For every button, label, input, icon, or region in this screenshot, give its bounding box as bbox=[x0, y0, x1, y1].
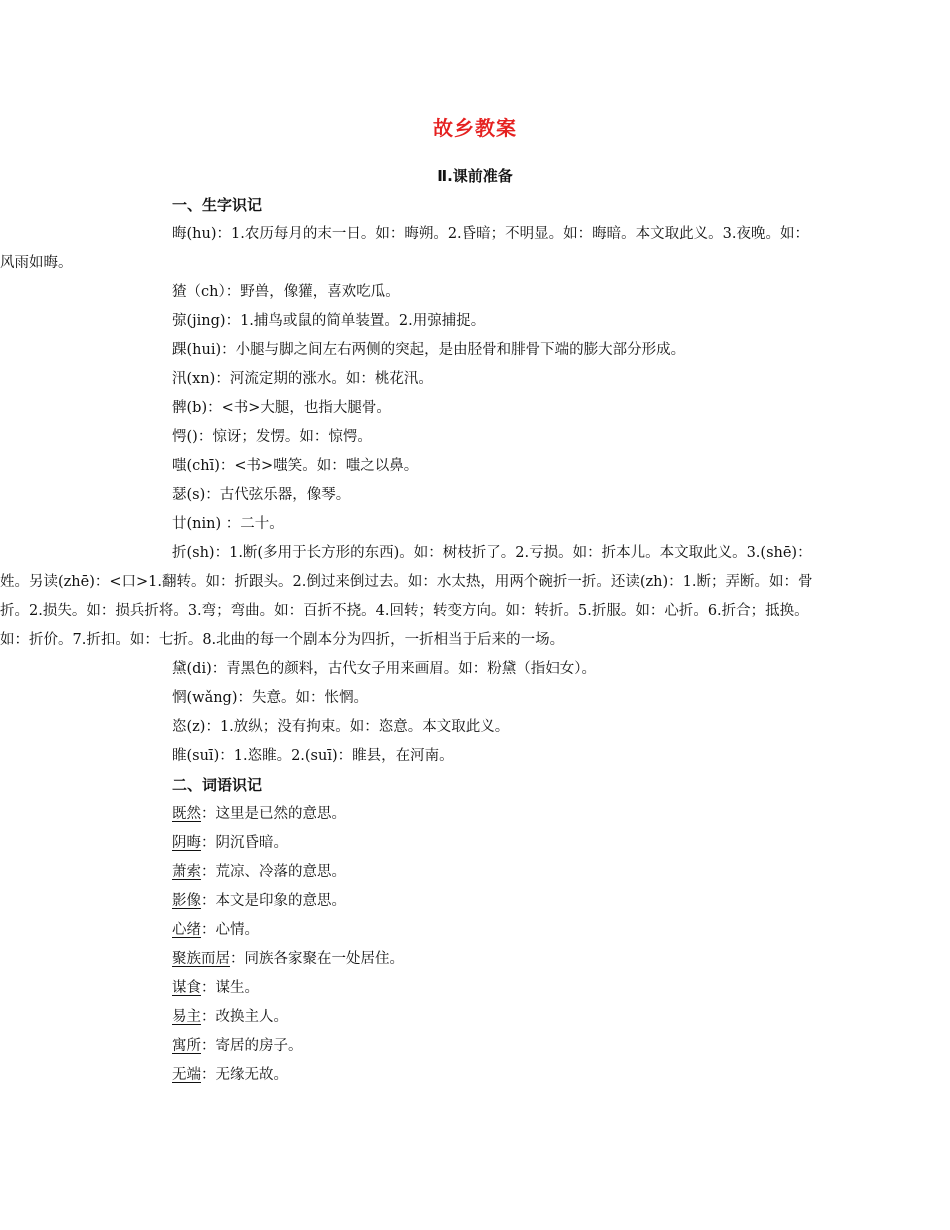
char-entry: 恣(z)：1.放纵；没有拘束。如：恣意。本文取此义。 bbox=[172, 719, 510, 735]
vocab-term: 谋食 bbox=[172, 980, 201, 996]
vocab-entry bbox=[172, 858, 822, 887]
vocab-definition: ：无缘无故。 bbox=[201, 1067, 288, 1083]
char-entry: 嗤(chī)：<书>嗤笑。如：嗤之以鼻。 bbox=[172, 458, 419, 474]
vocab-term: 寓所 bbox=[172, 1038, 201, 1054]
vocab-definition: ：同族各家聚在一处居住。 bbox=[230, 951, 404, 967]
vocab-definition: ：本文是印象的意思。 bbox=[201, 893, 346, 909]
vocab-entry bbox=[172, 945, 822, 974]
vocab-definition: ：这里是已然的意思。 bbox=[201, 806, 346, 822]
vocab-definition: ：心情。 bbox=[201, 922, 259, 938]
vocab-entry bbox=[172, 1061, 822, 1090]
vocab-entry bbox=[172, 887, 822, 916]
vocab-term: 阴晦 bbox=[172, 835, 201, 851]
vocab-entry bbox=[172, 1032, 822, 1061]
char-entry: 睢(suī)：1.恣睢。2.(suī)：睢县，在河南。 bbox=[172, 748, 454, 764]
section-heading-vocabulary: 二、词语识记 bbox=[172, 776, 263, 794]
vocab-term: 聚族而居 bbox=[172, 951, 230, 967]
char-entry: 折(sh)：1.断(多用于长方形的东西)。如：树枝折了。2.亏损。如：折本儿。本文取此义。3.(shē)：姓。另读(zhē)：<口>1.翻转。如：折跟头。2.倒过来倒过去。如：水太热，用两个碗折一折。还读(zh)：1.断；弄断。如：骨折。2.损失。如：损兵折将。3.弯；弯曲。如：百折不挠。4.回转；转变方向。如：转折。5.折服。如：心折。6.折合；抵换。如：折价。7.折扣。如：七折。8.北曲的每一个剧本分为四折，一折相当于后来的一场。 bbox=[0, 545, 813, 648]
char-entry: 廿(nin) ：二十。 bbox=[172, 516, 284, 532]
vocab-definition: ：改换主人。 bbox=[201, 1009, 288, 1025]
char-entry: 髀(b)：<书>大腿，也指大腿骨。 bbox=[172, 400, 391, 416]
char-entry: 黛(di)：青黑色的颜料，古代女子用来画眉。如：粉黛（指妇女）。 bbox=[172, 661, 596, 677]
vocab-entry bbox=[172, 974, 822, 1003]
vocab-term: 无端 bbox=[172, 1067, 201, 1083]
vocab-definition: ：寄居的房子。 bbox=[201, 1038, 303, 1054]
vocab-term: 萧索 bbox=[172, 864, 201, 880]
vocab-entry bbox=[172, 916, 822, 945]
char-entry: 踝(hui)：小腿与脚之间左右两侧的突起，是由胫骨和腓骨下端的膨大部分形成。 bbox=[172, 342, 686, 358]
char-entry: 惘(wǎng)：失意。如：怅惘。 bbox=[172, 690, 368, 706]
document-body bbox=[0, 191, 822, 1090]
vocab-term: 心绪 bbox=[172, 922, 201, 938]
section-heading-characters: 一、生字识记 bbox=[172, 196, 263, 214]
vocab-entry bbox=[172, 1003, 822, 1032]
char-entry: 愕()：惊讶；发愣。如：惊愕。 bbox=[172, 429, 372, 445]
document-title: 故乡教案 bbox=[433, 116, 517, 140]
char-entry: 弶(jing)：1.捕鸟或鼠的简单装置。2.用弶捕捉。 bbox=[172, 313, 486, 329]
vocab-definition: ：阴沉昏暗。 bbox=[201, 835, 288, 851]
vocab-entry bbox=[172, 800, 822, 829]
vocab-term: 既然 bbox=[172, 806, 201, 822]
char-entry: 汛(xn)：河流定期的涨水。如：桃花汛。 bbox=[172, 371, 433, 387]
char-entry: 晦(hu)：1.农历每月的末一日。如：晦朔。2.昏暗；不明显。如：晦暗。本文取此义。3.夜晚。如：风雨如晦。 bbox=[0, 226, 809, 271]
char-entry: 瑟(s)：古代弦乐器，像琴。 bbox=[172, 487, 351, 503]
vocab-term: 易主 bbox=[172, 1009, 201, 1025]
document-subtitle: Ⅱ.课前准备 bbox=[437, 167, 513, 185]
vocab-definition: ：荒凉、冷落的意思。 bbox=[201, 864, 346, 880]
vocab-entry bbox=[172, 829, 822, 858]
vocab-definition: ：谋生。 bbox=[201, 980, 259, 996]
vocab-term: 影像 bbox=[172, 893, 201, 909]
char-entry: 猹（ch）：野兽，像獾，喜欢吃瓜。 bbox=[172, 284, 400, 300]
